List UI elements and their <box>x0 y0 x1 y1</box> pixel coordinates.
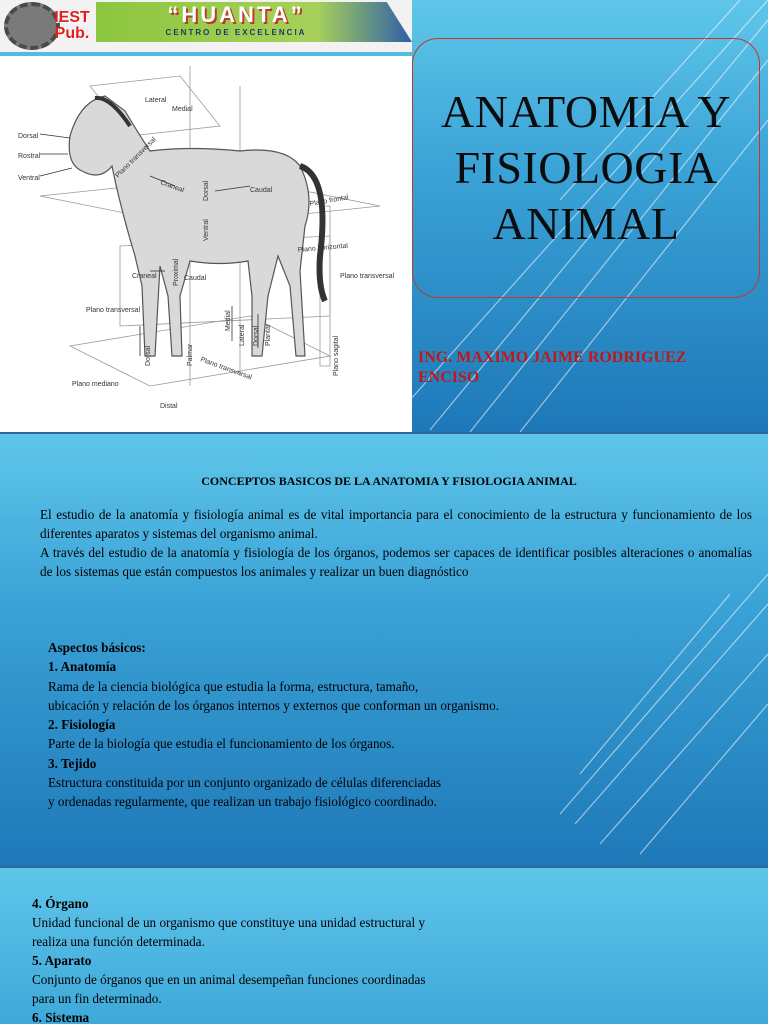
diagram-label: Lateral <box>145 97 167 104</box>
diagram-label: Palmar <box>187 343 194 366</box>
institution-banner <box>0 0 412 52</box>
banner-subtitle: CENTRO DE EXCELENCIA <box>165 28 307 37</box>
diagram-label: Dorsal <box>203 180 210 201</box>
concepts-list <box>32 894 532 1024</box>
diagram-label: Plano frontal <box>309 194 350 208</box>
section-title: CONCEPTOS BASICOS DE LA ANATOMIA Y FISIOLOGIA ANIMAL <box>201 474 577 488</box>
aspects-list <box>48 638 608 812</box>
diagram-label: Plano transversal <box>340 273 395 280</box>
diagram-label: Proximal <box>173 258 180 286</box>
item-text: Rama de la ciencia biológica que estudia la forma, estructura, tamaño, <box>48 678 419 694</box>
logo-text: IEST Pub. <box>54 9 90 42</box>
diagram-label: Craneal <box>132 273 157 280</box>
item-heading: 3. Tejido <box>48 755 97 771</box>
item-heading: 2. Fisiología <box>48 717 116 733</box>
diagram-label: Caudal <box>184 275 207 282</box>
diagram-label: Plano transversal <box>114 136 158 180</box>
slide-concepts-continued <box>0 868 768 1024</box>
diagram-label: Dorsal <box>145 345 152 366</box>
diagram-label: Lateral <box>239 324 246 346</box>
diagram-label: Medial <box>225 310 232 331</box>
diagram-label: Rostral <box>18 153 41 160</box>
slide-title-text: ANATOMIA Y FISIOLOGIA ANIMAL <box>441 86 731 249</box>
diagram-label: Plano mediano <box>72 381 119 388</box>
intro-paragraph: El estudio de la anatomía y fisiología animal es de vital importancia para el conocimiento de la estructura y funcionamiento de los diferentes aparatos y sistemas del organismo animal. <box>40 507 752 541</box>
item-heading: 6. Sistema <box>32 1010 90 1024</box>
banner-name: “HUANTA” <box>167 2 305 27</box>
intro-text <box>40 505 752 581</box>
item-text: Parte de la biología que estudia el funcionamiento de los órganos. <box>48 736 395 752</box>
diagram-label: Dorsal <box>18 133 39 140</box>
item-heading: 1. Anatomía <box>48 659 117 675</box>
diagram-label: Plano transversal <box>86 307 141 314</box>
diagram-label: Ventral <box>18 175 40 182</box>
diagram-label: Plano sagital <box>333 335 340 376</box>
intro-paragraph: A través del estudio de la anatomía y fisiología de los órganos, podemos ser capaces de identificar posibles alteraciones o anomalías de los sistemas que están compuestos los animales y realizar un buen diagnóstico <box>40 545 752 579</box>
author-name: ING. MAXIMO JAIME RODRIGUEZ ENCISO <box>418 349 687 386</box>
item-text: y ordenadas regularmente, que realizan un trabajo fisiológico coordinado. <box>48 794 437 810</box>
item-text: Unidad funcional de un organismo que constituye una unidad estructural y <box>32 915 426 930</box>
diagram-label: Dorsal <box>253 325 260 346</box>
diagram-label: Caudal <box>250 187 273 194</box>
item-text: ubicación y relación de los órganos internos y externos que conforman un organismo. <box>48 697 500 713</box>
slide-concepts <box>0 434 768 866</box>
title-box <box>412 38 760 298</box>
plane-median-shape <box>70 316 330 386</box>
diagram-label: Plano horizontal <box>297 242 349 254</box>
item-text: realiza una función determinada. <box>32 934 205 949</box>
diagram-label: Distal <box>160 403 178 410</box>
item-text: para un fin determinado. <box>32 991 162 1006</box>
diagram-label: Craneal <box>159 179 185 195</box>
diagram-label: Plano transversal <box>199 356 253 382</box>
aspects-heading: Aspectos básicos: <box>48 640 146 655</box>
horse-silhouette <box>69 96 309 356</box>
item-text: Estructura constituida por un conjunto organizado de células diferenciadas <box>48 775 442 791</box>
diagram-label: Ventral <box>203 219 210 241</box>
diagram-label: Medial <box>172 106 193 113</box>
item-heading: 4. Órgano <box>32 896 89 911</box>
slide-title <box>0 0 768 432</box>
horse-anatomy-diagram <box>0 56 412 432</box>
diagram-label: Plantar <box>265 323 272 346</box>
item-text: Conjunto de órganos que en un animal desempeñan funciones coordinadas <box>32 972 426 987</box>
item-heading: 5. Aparato <box>32 953 92 968</box>
